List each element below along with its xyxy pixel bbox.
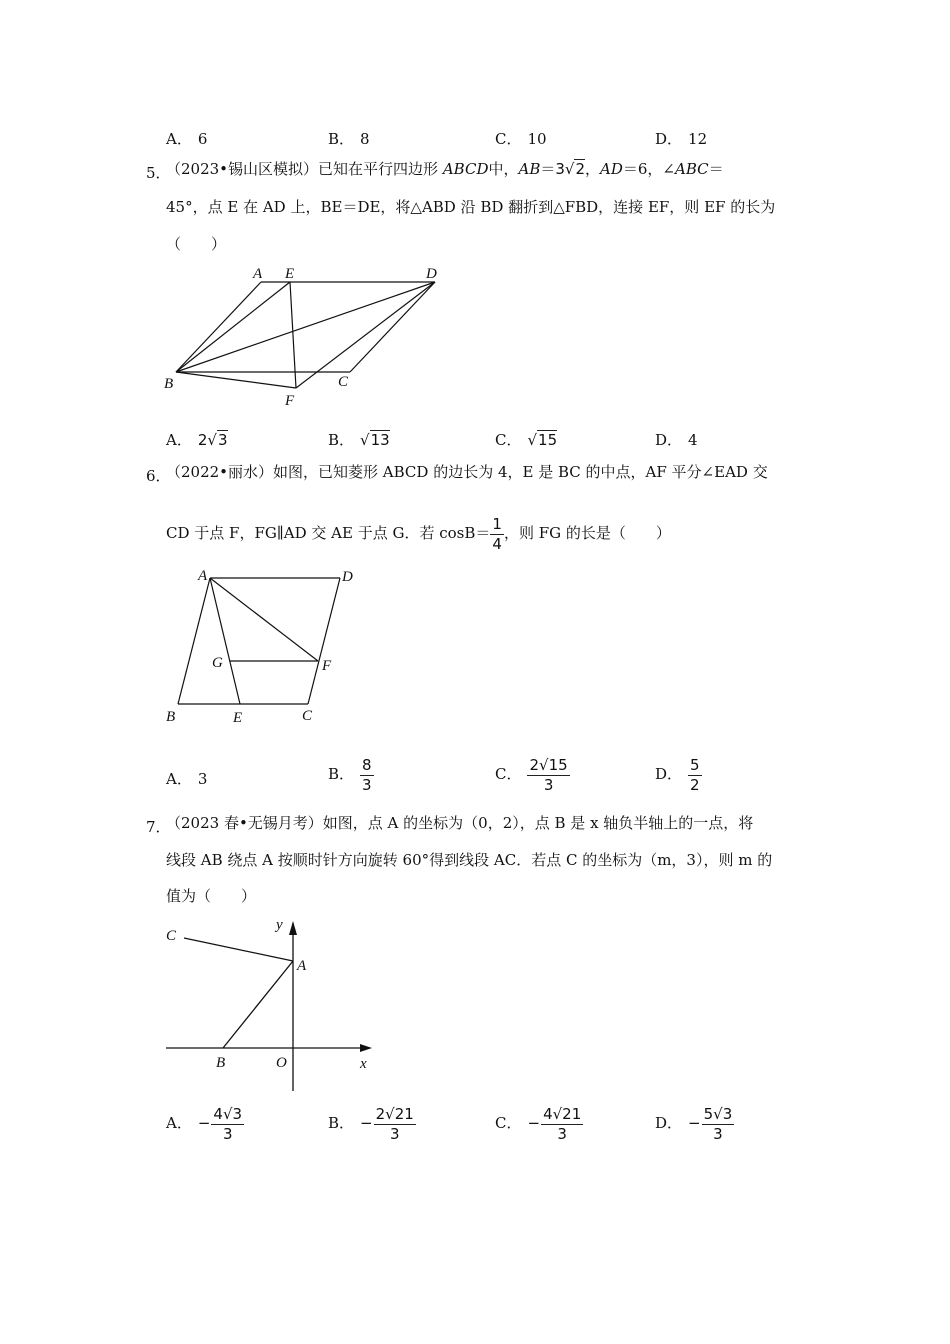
x-axis-arrow-icon: [360, 1044, 372, 1052]
sqrt-expression: 3√2: [555, 160, 586, 178]
q5-blank: （ ）: [166, 235, 227, 253]
seg-ab: [176, 282, 261, 372]
q4-option-b[interactable]: B． 8: [328, 130, 370, 148]
q5-option-c[interactable]: C． √15: [495, 431, 558, 449]
q6-figure: [160, 562, 360, 727]
q7-number: 7．: [146, 818, 171, 836]
q4-option-c[interactable]: C． 10: [495, 130, 547, 148]
q7-figure: [160, 913, 380, 1093]
label-d: D: [426, 266, 437, 282]
label-c: C: [166, 928, 177, 944]
q5-line2: 45°，点 E 在 AD 上，BE＝DE，将△ABD 沿 BD 翻折到△FBD，连接 EF，则 EF 的长为: [166, 198, 776, 216]
q6-number: 6．: [146, 467, 171, 485]
q7-option-d[interactable]: D． − $\frac{5√3}{3}$: [655, 1105, 733, 1143]
seg-fd: [296, 282, 435, 388]
label-g: G: [212, 655, 223, 671]
label-a: A: [253, 266, 263, 282]
label-e: E: [285, 266, 295, 282]
label-a: A: [198, 568, 208, 584]
label-f: F: [285, 393, 295, 409]
q6-option-b[interactable]: B． $\frac{8}{3}$: [328, 756, 372, 794]
label-a: A: [297, 958, 307, 974]
q6-option-d[interactable]: D． $\frac{5}{2}$: [655, 756, 700, 794]
q7-line2: 线段 AB 绕点 A 按顺时针方向旋转 60°得到线段 AC．若点 C 的坐标为（m，3），则 m 的: [166, 851, 773, 869]
label-b: B: [166, 709, 176, 725]
label-b: B: [164, 376, 174, 392]
label-e: E: [233, 710, 243, 726]
cos-fraction: $\frac{1}{4}$: [492, 515, 502, 553]
q5-option-b[interactable]: B． √13: [328, 431, 390, 449]
q7-option-b[interactable]: B． − $\frac{2√21}{3}$: [328, 1105, 414, 1143]
q6-option-a[interactable]: A． 3: [166, 770, 208, 788]
q7-line3: 值为（ ）: [166, 887, 257, 905]
q5-figure: [160, 260, 460, 410]
label-d: D: [342, 569, 353, 585]
q7-line1: （2023 春•无锡月考）如图，点 A 的坐标为（0，2），点 B 是 x 轴负半轴上的一点，将: [166, 814, 754, 832]
q7-option-c[interactable]: C． − $\frac{4√21}{3}$: [495, 1105, 582, 1143]
label-x: x: [360, 1056, 367, 1072]
q5-option-a[interactable]: A． 2√3: [166, 431, 228, 449]
q5-number: 5．: [146, 164, 171, 182]
label-y: y: [276, 917, 283, 933]
y-axis-arrow-icon: [289, 921, 297, 935]
q5-line1: （2023•锡山区模拟）已知在平行四边形 ABCD中，AB＝3√2，AD＝6，∠ABC＝: [166, 160, 724, 178]
seg-be: [176, 282, 290, 372]
seg-bd: [176, 282, 435, 372]
label-o: O: [276, 1055, 287, 1071]
seg-bf: [176, 372, 296, 388]
seg-ab: [223, 961, 293, 1048]
label-c: C: [302, 708, 313, 724]
q4-option-d[interactable]: D． 12: [655, 130, 708, 148]
q6-line2: CD 于点 F，FG∥AD 交 AE 于点 G．若 cosB＝ $\frac{1}{4}$ ，则 FG 的长是（ ）: [166, 515, 671, 553]
seg-ac: [184, 938, 293, 961]
q5-option-d[interactable]: D． 4: [655, 431, 698, 449]
seg-cd: [350, 282, 435, 372]
label-f: F: [322, 658, 332, 674]
label-b: B: [216, 1055, 226, 1071]
q6-line1: （2022•丽水）如图，已知菱形 ABCD 的边长为 4，E 是 BC 的中点，AF 平分∠EAD 交: [166, 463, 768, 481]
seg-dc: [308, 578, 340, 704]
seg-ab: [178, 578, 210, 704]
q6-option-c[interactable]: C． $\frac{2√15}{3}$: [495, 756, 568, 794]
label-c: C: [338, 374, 349, 390]
q4-option-a[interactable]: A． 6: [166, 130, 208, 148]
q7-option-a[interactable]: A． − $\frac{4√3}{3}$: [166, 1105, 243, 1143]
